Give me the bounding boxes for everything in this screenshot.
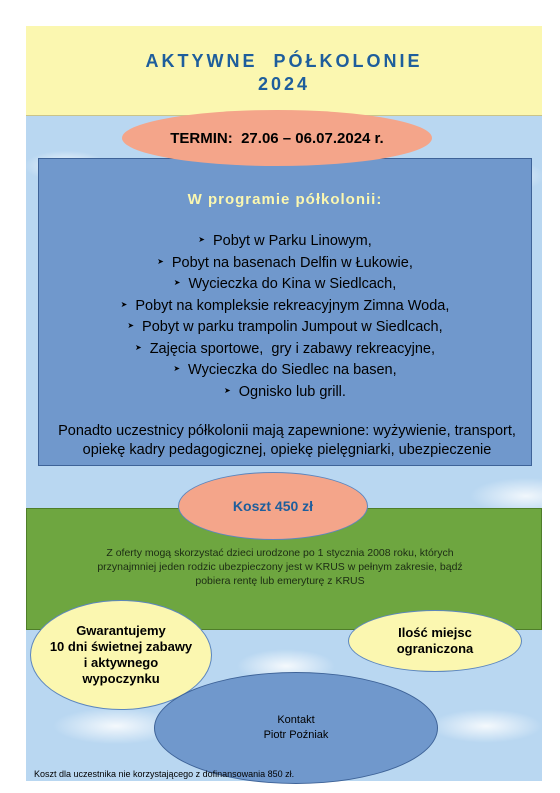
program-extra-info: Ponadto uczestnicy półkolonii mają zapewnione: wyżywienie, transport, opiekę kadry pedagogicznej, opiekę pielęgniarki, ubezpieczenie: [58, 423, 516, 458]
list-item: [39, 230, 531, 252]
contact-name: Piotr Poźniak: [263, 729, 329, 741]
price-badge: [178, 472, 368, 540]
program-panel: [38, 158, 532, 466]
guarantee-line: wypoczynku: [82, 671, 160, 686]
arrow-bullet-icon: ➤: [127, 321, 135, 330]
list-item-text: Pobyt na basenach Delfin w Łukowie,: [171, 254, 413, 271]
list-item-text: Pobyt w parku trampolin Jumpout w Siedlcach,: [142, 319, 443, 335]
title-line-2: 2024: [257, 74, 311, 94]
limited-places-line: Ilość miejsc: [398, 625, 472, 640]
list-item: [39, 252, 531, 274]
termin-text: TERMIN: 27.06 – 06.07.2024 r.: [170, 129, 384, 147]
list-item: [39, 273, 531, 295]
guarantee-line: i aktywnego: [83, 655, 159, 670]
contact-bubble: [154, 672, 438, 784]
guarantee-line: 10 dni świetnej zabawy: [49, 639, 193, 654]
eligibility-text: [40, 546, 520, 588]
eligibility-line: Z oferty mogą skorzystać dzieci urodzone po 1 stycznia 2008 roku, których: [106, 547, 454, 559]
list-item-text: Zajęcia sportowe, gry i zabawy rekreacyjne,: [149, 340, 435, 357]
price-text: Koszt 450 zł: [232, 498, 314, 514]
list-item: [39, 381, 531, 403]
contact-label: Kontakt: [277, 714, 315, 726]
arrow-bullet-icon: ➤: [157, 256, 164, 266]
termin-badge: [122, 110, 432, 166]
arrow-bullet-icon: ➤: [224, 385, 231, 395]
list-item-text: Ognisko lub grill.: [238, 383, 346, 400]
list-item-text: Wycieczka do Siedlec na basen,: [188, 362, 397, 378]
guarantee-line: Gwarantujemy: [76, 623, 166, 638]
eligibility-line: przynajmniej jeden rodzic ubezpieczony jest w KRUS w pełnym zakresie, bądź: [97, 561, 463, 573]
arrow-bullet-icon: ➤: [198, 235, 205, 244]
title-banner: [26, 26, 542, 116]
list-item-text: Pobyt na kompleksie rekreacyjnym Zimna Woda,: [135, 297, 450, 314]
eligibility-line: pobiera rentę lub emeryturę z KRUS: [195, 575, 365, 587]
limited-places-bubble: [348, 610, 522, 672]
title-line-1: AKTYWNE PÓŁKOLONIE: [145, 51, 423, 71]
list-item-text: Pobyt w Parku Linowym,: [212, 233, 372, 249]
list-item-text: Wycieczka do Kina w Siedlcach,: [188, 276, 397, 292]
list-item: [39, 316, 531, 338]
footnote: Koszt dla uczestnika nie korzystającego z dofinansowania 850 zł.: [34, 769, 295, 779]
list-item: [39, 295, 531, 317]
arrow-bullet-icon: ➤: [173, 364, 181, 373]
program-heading: W programie półkolonii:: [187, 191, 383, 208]
arrow-bullet-icon: ➤: [135, 342, 142, 352]
limited-places-line: ograniczona: [396, 641, 474, 656]
program-list: [39, 230, 531, 402]
list-item: [39, 359, 531, 381]
arrow-bullet-icon: ➤: [120, 299, 128, 309]
list-item: [39, 338, 531, 360]
arrow-bullet-icon: ➤: [173, 278, 181, 287]
